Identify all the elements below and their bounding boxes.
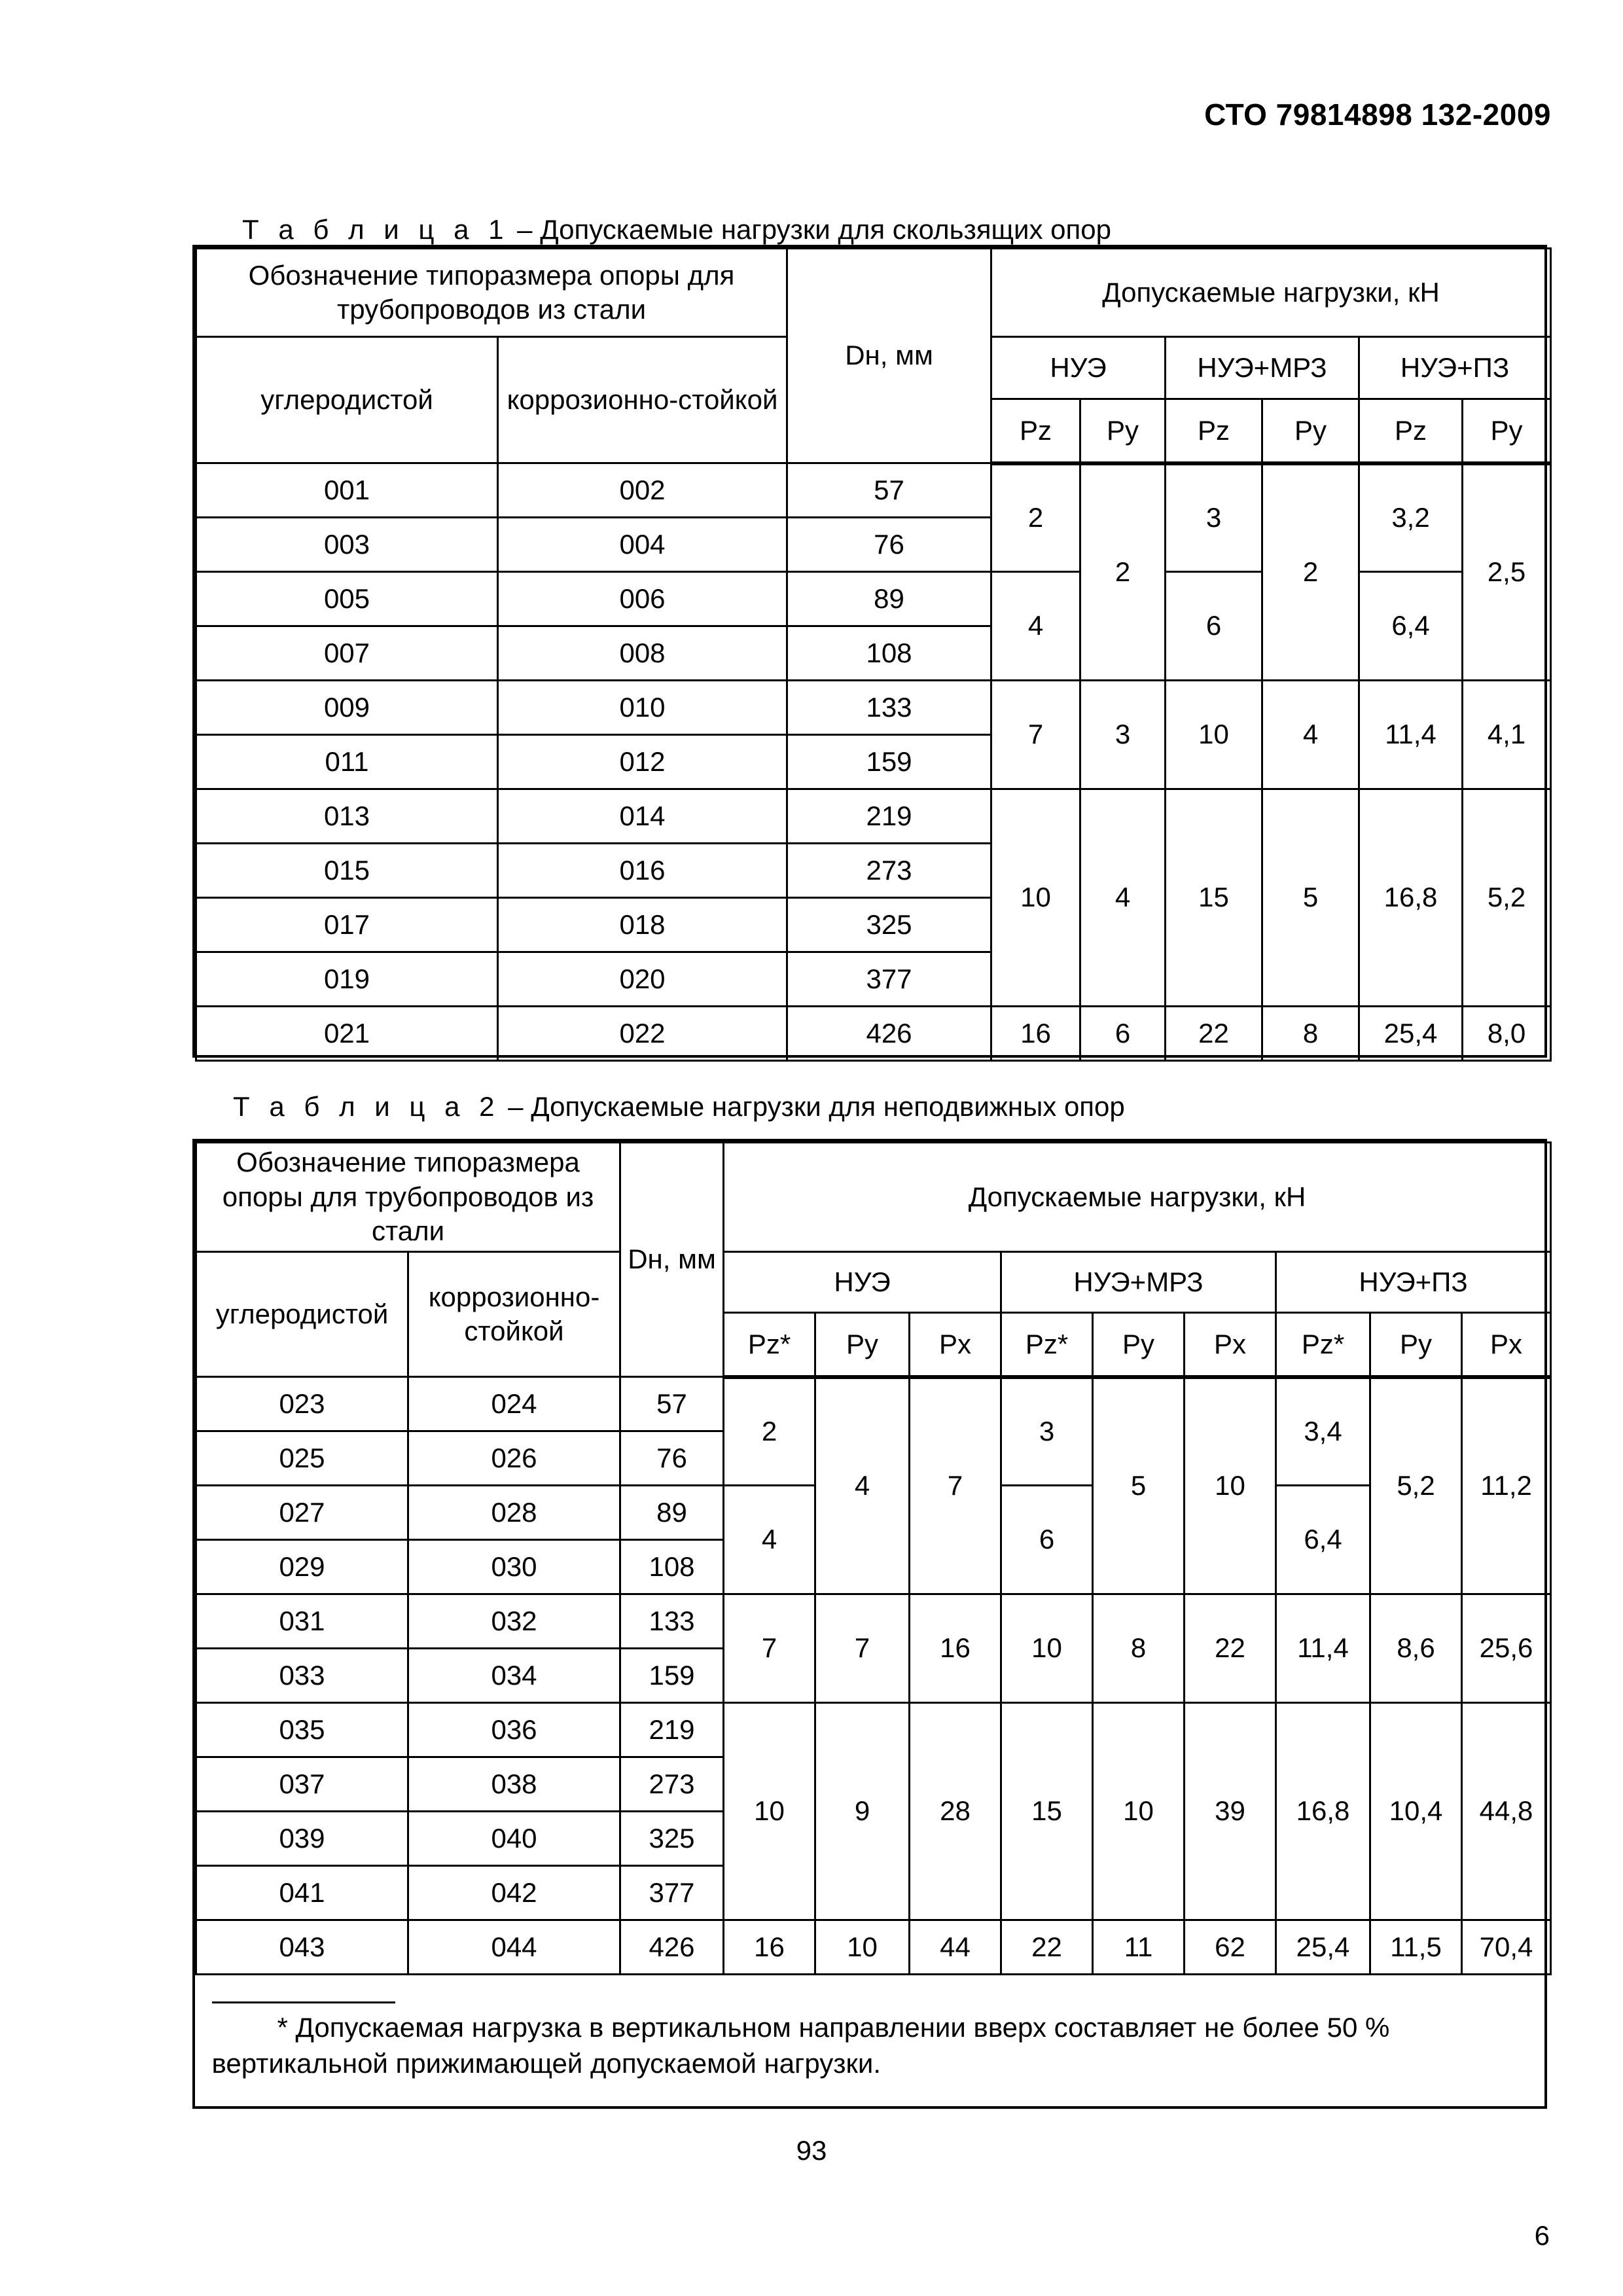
- t2-load: 4: [815, 1377, 910, 1594]
- footnote-row: [196, 1975, 1551, 2099]
- t1-hdr-loads: Допускаемые нагрузки, кН: [991, 249, 1551, 337]
- t2-hdr-group-nue: НУЭ: [724, 1252, 1001, 1313]
- t1-cell: 159: [787, 735, 991, 789]
- t2-sub-px-1: Px: [910, 1313, 1001, 1377]
- t2-load: 44,8: [1462, 1703, 1551, 1920]
- t1-load: 4: [991, 572, 1080, 681]
- t2-load: 6: [1001, 1486, 1093, 1594]
- t1-cell: 133: [787, 681, 991, 735]
- t1-cell: 007: [196, 626, 498, 681]
- t1-load: 4: [1262, 681, 1359, 789]
- t1-cell: 020: [498, 952, 787, 1007]
- t2-load: 6,4: [1276, 1486, 1370, 1594]
- t1-cell: 76: [787, 518, 991, 572]
- t2-hdr-dn: Dн, мм: [620, 1143, 724, 1377]
- t2-cell: 219: [620, 1703, 724, 1757]
- t1-load: 16: [991, 1007, 1080, 1061]
- t2-sub-py-3: Py: [1370, 1313, 1462, 1377]
- t1-load: 11,4: [1359, 681, 1463, 789]
- t2-cell: 043: [196, 1920, 408, 1975]
- t1-cell: 005: [196, 572, 498, 626]
- t2-sub-py-2: Py: [1093, 1313, 1185, 1377]
- t2-load: 16: [724, 1920, 815, 1975]
- t2-load: 7: [910, 1377, 1001, 1594]
- t1-cell: 010: [498, 681, 787, 735]
- t2-load: 70,4: [1462, 1920, 1551, 1975]
- t2-cell: 76: [620, 1431, 724, 1486]
- t2-load: 62: [1185, 1920, 1276, 1975]
- t1-sub-py-2: Py: [1262, 399, 1359, 463]
- t1-cell: 273: [787, 844, 991, 898]
- t2-sub-pz-3: Pz*: [1276, 1313, 1370, 1377]
- t2-cell: 032: [408, 1594, 620, 1649]
- t1-cell: 022: [498, 1007, 787, 1061]
- t1-hdr-stainless: коррозионно-стойкой: [498, 337, 787, 463]
- t1-cell: 001: [196, 463, 498, 518]
- table-row: [196, 1007, 1551, 1061]
- document-code: СТО 79814898 132-2009: [1204, 98, 1551, 132]
- t1-hdr-designation: Обозначение типоразмера опоры для трубопроводов из стали: [196, 249, 787, 337]
- t1-load: 6,4: [1359, 572, 1463, 681]
- t1-hdr-dn: Dн, мм: [787, 249, 991, 463]
- t1-load: 7: [991, 681, 1080, 789]
- t2-cell: 028: [408, 1486, 620, 1540]
- table1-caption: [242, 216, 1111, 243]
- t2-cell: 026: [408, 1431, 620, 1486]
- t2-load: 3,4: [1276, 1377, 1370, 1486]
- t1-cell: 108: [787, 626, 991, 681]
- t2-load: 22: [1001, 1920, 1093, 1975]
- t2-cell: 033: [196, 1649, 408, 1703]
- t2-load: 3: [1001, 1377, 1093, 1486]
- t2-sub-px-3: Px: [1462, 1313, 1551, 1377]
- t1-cell: 219: [787, 789, 991, 844]
- t2-cell: 044: [408, 1920, 620, 1975]
- t2-cell: 031: [196, 1594, 408, 1649]
- t1-load: 8: [1262, 1007, 1359, 1061]
- t2-load: 39: [1185, 1703, 1276, 1920]
- t2-cell: 027: [196, 1486, 408, 1540]
- table2: [192, 1139, 1547, 2109]
- t1-load: 6: [1166, 572, 1262, 681]
- t1-cell: 004: [498, 518, 787, 572]
- t1-load: 2,5: [1463, 463, 1551, 681]
- t2-load: 16: [910, 1594, 1001, 1703]
- t2-load: 8,6: [1370, 1594, 1462, 1703]
- table1-caption-title: – Допускаемые нагрузки для скользящих опор: [509, 214, 1111, 245]
- t2-cell: 024: [408, 1377, 620, 1431]
- t1-load: 16,8: [1359, 789, 1463, 1007]
- t2-load: 25,4: [1276, 1920, 1370, 1975]
- t2-load: 25,6: [1462, 1594, 1551, 1703]
- t1-cell: 013: [196, 789, 498, 844]
- t2-cell: 325: [620, 1812, 724, 1866]
- t2-hdr-loads: Допускаемые нагрузки, кН: [724, 1143, 1551, 1252]
- t1-load: 4: [1080, 789, 1166, 1007]
- t1-load: 6: [1080, 1007, 1166, 1061]
- table-row: [196, 1594, 1551, 1649]
- t1-load: 22: [1166, 1007, 1262, 1061]
- footnote-text: * Допускаемая нагрузка в вертикальном направлении вверх составляет не более 50 % вертикальной прижимающей допускаемой нагрузки.: [211, 2012, 1390, 2079]
- t1-load: 15: [1166, 789, 1262, 1007]
- t2-cell: 377: [620, 1866, 724, 1920]
- t2-load: 11,4: [1276, 1594, 1370, 1703]
- t2-cell: 040: [408, 1812, 620, 1866]
- footnote-cell: [196, 1975, 1551, 2099]
- t2-cell: 042: [408, 1866, 620, 1920]
- t1-load: 3: [1080, 681, 1166, 789]
- t2-load: 7: [724, 1594, 815, 1703]
- t1-load: 5: [1262, 789, 1359, 1007]
- t1-sub-py-3: Py: [1463, 399, 1551, 463]
- t2-cell: 038: [408, 1757, 620, 1812]
- t2-load: 44: [910, 1920, 1001, 1975]
- t2-load: 10: [1185, 1377, 1276, 1594]
- t2-hdr-designation: Обозначение типоразмера опоры для трубопроводов из стали: [196, 1143, 620, 1252]
- table-row: [196, 789, 1551, 844]
- t1-load: 3: [1166, 463, 1262, 572]
- t1-load: 10: [1166, 681, 1262, 789]
- t2-cell: 035: [196, 1703, 408, 1757]
- t2-load: 10: [1093, 1703, 1185, 1920]
- t1-cell: 006: [498, 572, 787, 626]
- t2-cell: 034: [408, 1649, 620, 1703]
- t1-sub-pz-2: Pz: [1166, 399, 1262, 463]
- t2-load: 5: [1093, 1377, 1185, 1594]
- table2-caption-title: – Допускаемые нагрузки для неподвижных опор: [500, 1091, 1125, 1122]
- t2-load: 15: [1001, 1703, 1093, 1920]
- t1-hdr-group-nue: НУЭ: [991, 337, 1166, 399]
- table-row: [196, 1703, 1551, 1757]
- table-row: [196, 1920, 1551, 1975]
- page-number: 93: [796, 2135, 827, 2166]
- t2-load: 22: [1185, 1594, 1276, 1703]
- t2-load: 16,8: [1276, 1703, 1370, 1920]
- t2-load: 8: [1093, 1594, 1185, 1703]
- t1-sub-pz-3: Pz: [1359, 399, 1463, 463]
- t2-cell: 041: [196, 1866, 408, 1920]
- table2-caption: [233, 1093, 1125, 1121]
- t2-cell: 037: [196, 1757, 408, 1812]
- table-row: [196, 1377, 1551, 1431]
- t2-cell: 133: [620, 1594, 724, 1649]
- t2-cell: 039: [196, 1812, 408, 1866]
- t1-hdr-group-nue-mrz: НУЭ+МРЗ: [1166, 337, 1359, 399]
- t1-load: 2: [1080, 463, 1166, 681]
- t2-cell: 030: [408, 1540, 620, 1594]
- t1-hdr-group-nue-pz: НУЭ+ПЗ: [1359, 337, 1551, 399]
- t2-load: 10,4: [1370, 1703, 1462, 1920]
- t2-sub-py-1: Py: [815, 1313, 910, 1377]
- t2-load: 4: [724, 1486, 815, 1594]
- t1-cell: 426: [787, 1007, 991, 1061]
- t2-load: 11,5: [1370, 1920, 1462, 1975]
- t1-load: 2: [991, 463, 1080, 572]
- t1-load: 2: [1262, 463, 1359, 681]
- t1-load: 10: [991, 789, 1080, 1007]
- t1-load: 8,0: [1463, 1007, 1551, 1061]
- t1-cell: 002: [498, 463, 787, 518]
- t1-load: 3,2: [1359, 463, 1463, 572]
- t2-cell: 159: [620, 1649, 724, 1703]
- t1-cell: 89: [787, 572, 991, 626]
- t2-cell: 108: [620, 1540, 724, 1594]
- t2-sub-pz-2: Pz*: [1001, 1313, 1093, 1377]
- t2-load: 10: [1001, 1594, 1093, 1703]
- t2-load: 11,2: [1462, 1377, 1551, 1594]
- t1-cell: 016: [498, 844, 787, 898]
- t2-load: 10: [815, 1920, 910, 1975]
- t2-load: 5,2: [1370, 1377, 1462, 1594]
- t2-sub-px-2: Px: [1185, 1313, 1276, 1377]
- t2-load: 2: [724, 1377, 815, 1486]
- t2-hdr-group-nue-mrz: НУЭ+МРЗ: [1001, 1252, 1276, 1313]
- table2-caption-label: Т а б л и ц а 2: [233, 1091, 501, 1122]
- t1-cell: 57: [787, 463, 991, 518]
- t1-cell: 017: [196, 898, 498, 952]
- t2-hdr-stainless: коррозионно-стойкой: [408, 1252, 620, 1377]
- t2-sub-pz-1: Pz*: [724, 1313, 815, 1377]
- t1-load: 5,2: [1463, 789, 1551, 1007]
- t1-cell: 008: [498, 626, 787, 681]
- t1-cell: 325: [787, 898, 991, 952]
- t2-cell: 426: [620, 1920, 724, 1975]
- t2-cell: 57: [620, 1377, 724, 1431]
- t2-load: 10: [724, 1703, 815, 1920]
- t1-cell: 011: [196, 735, 498, 789]
- t2-cell: 023: [196, 1377, 408, 1431]
- table1-caption-label: Т а б л и ц а 1: [242, 214, 510, 245]
- t2-hdr-group-nue-pz: НУЭ+ПЗ: [1276, 1252, 1551, 1313]
- t1-cell: 012: [498, 735, 787, 789]
- t2-hdr-carbon: углеродистой: [196, 1252, 408, 1377]
- t1-load: 25,4: [1359, 1007, 1463, 1061]
- t2-cell: 89: [620, 1486, 724, 1540]
- t1-hdr-carbon: углеродистой: [196, 337, 498, 463]
- t1-cell: 014: [498, 789, 787, 844]
- footnote-rule: [212, 2001, 395, 2003]
- t2-cell: 025: [196, 1431, 408, 1486]
- table1: [192, 245, 1547, 1058]
- table-row: [196, 463, 1551, 518]
- t1-cell: 003: [196, 518, 498, 572]
- t1-cell: 015: [196, 844, 498, 898]
- t1-cell: 377: [787, 952, 991, 1007]
- t2-load: 11: [1093, 1920, 1185, 1975]
- t1-load: 4,1: [1463, 681, 1551, 789]
- t1-cell: 019: [196, 952, 498, 1007]
- t2-load: 9: [815, 1703, 910, 1920]
- t2-load: 28: [910, 1703, 1001, 1920]
- t1-sub-py-1: Py: [1080, 399, 1166, 463]
- t2-cell: 036: [408, 1703, 620, 1757]
- table-row: [196, 681, 1551, 735]
- t1-cell: 018: [498, 898, 787, 952]
- t2-cell: 273: [620, 1757, 724, 1812]
- t2-cell: 029: [196, 1540, 408, 1594]
- t1-cell: 021: [196, 1007, 498, 1061]
- t1-cell: 009: [196, 681, 498, 735]
- sheet-number: 6: [1534, 2220, 1550, 2251]
- t2-load: 7: [815, 1594, 910, 1703]
- t1-sub-pz-1: Pz: [991, 399, 1080, 463]
